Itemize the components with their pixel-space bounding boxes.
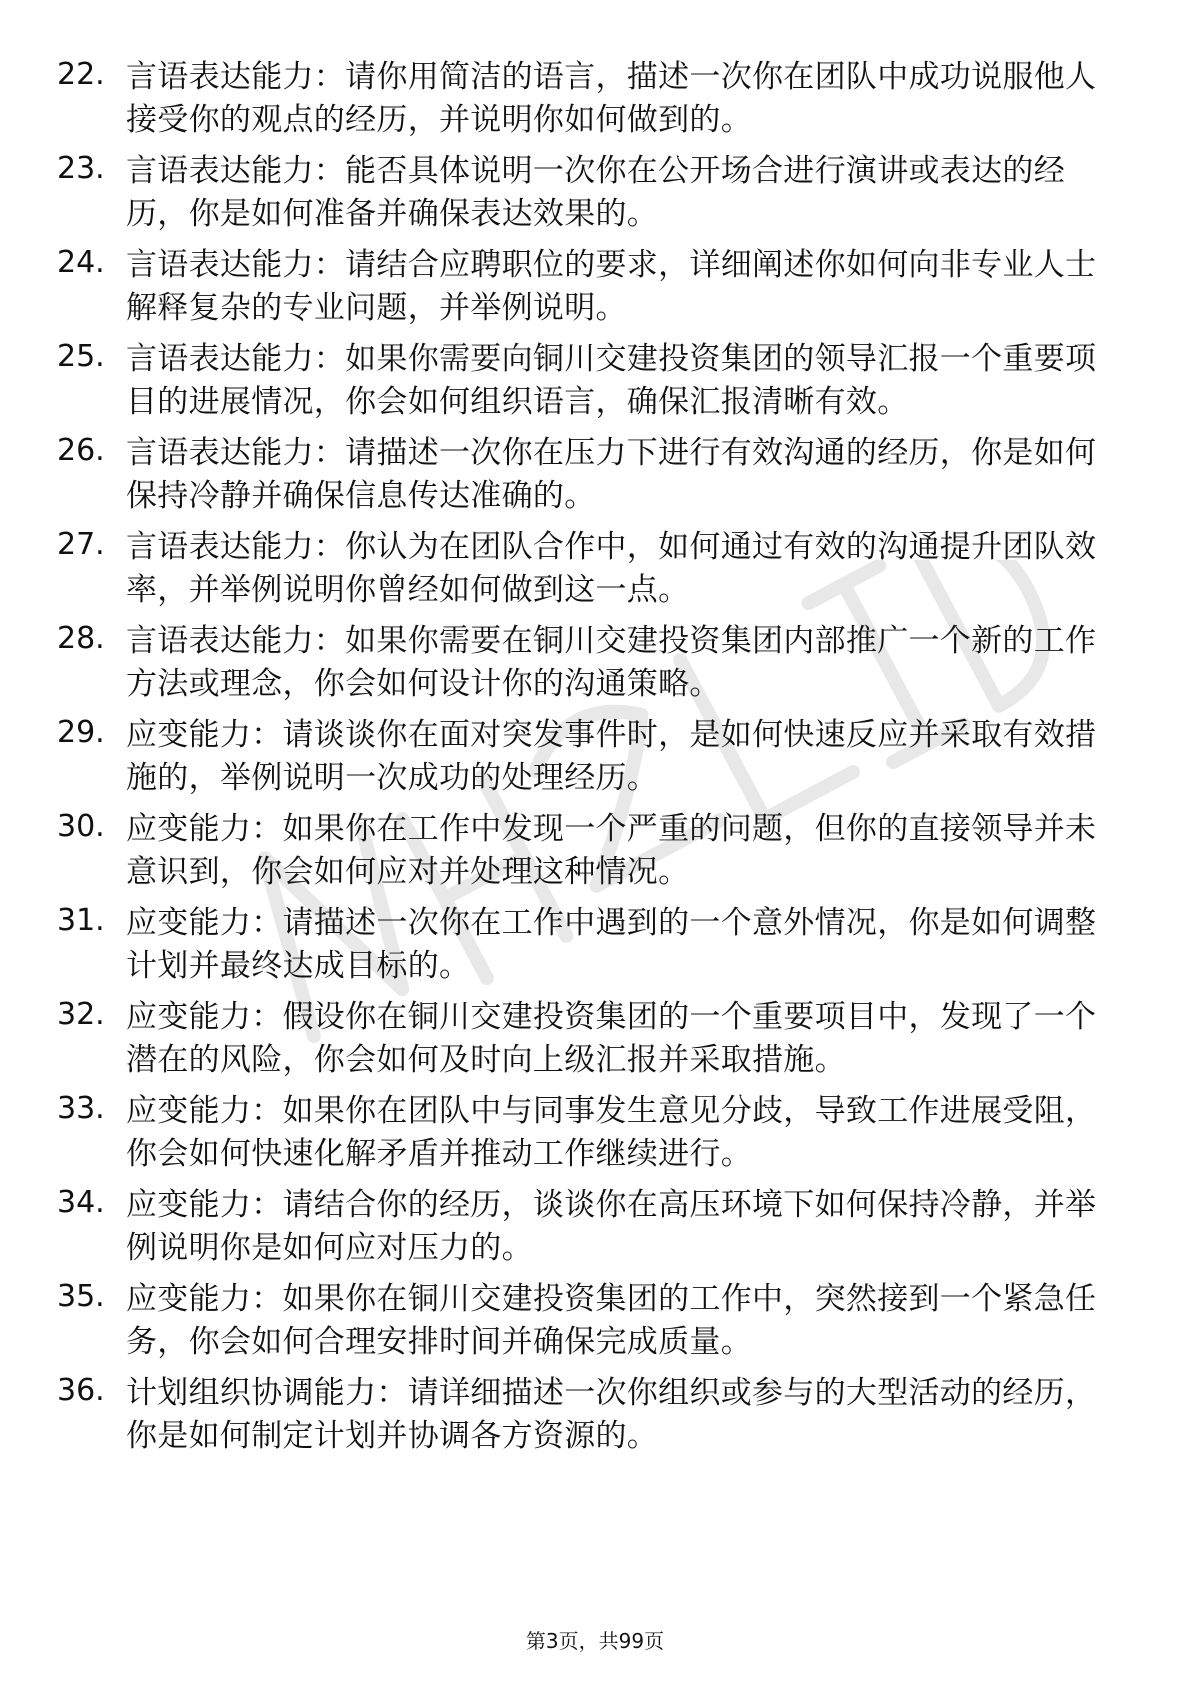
question-text: 言语表达能力：你认为在团队合作中，如何通过有效的沟通提升团队效率，并举例说明你曾经如何做到这一点。: [126, 529, 1097, 608]
question-text: 言语表达能力：如果你需要向铜川交建投资集团的领导汇报一个重要项目的进展情况，你会如何组织语言，确保汇报清晰有效。: [126, 341, 1097, 420]
question-item: [0, 895, 1190, 989]
question-item: [0, 143, 1190, 237]
question-item: [0, 49, 1190, 143]
question-number: 23.: [57, 151, 105, 186]
question-number: 24.: [57, 245, 105, 280]
question-item: [0, 425, 1190, 519]
question-number: 22.: [57, 57, 105, 92]
question-number: 36.: [57, 1373, 105, 1408]
question-text: 言语表达能力：请描述一次你在压力下进行有效沟通的经历，你是如何保持冷静并确保信息传达准确的。: [126, 435, 1097, 514]
question-number: 26.: [57, 433, 105, 468]
question-text: 计划组织协调能力：请详细描述一次你组织或参与的大型活动的经历，你是如何制定计划并协调各方资源的。: [126, 1375, 1097, 1454]
question-item: [0, 519, 1190, 613]
question-text: 应变能力：请描述一次你在工作中遇到的一个意外情况，你是如何调整计划并最终达成目标的。: [126, 905, 1097, 984]
question-number: 31.: [57, 903, 105, 938]
question-list: [0, 49, 1190, 1459]
question-text: 应变能力：如果你在铜川交建投资集团的工作中，突然接到一个紧急任务，你会如何合理安排时间并确保完成质量。: [126, 1281, 1097, 1360]
question-text: 应变能力：如果你在工作中发现一个严重的问题，但你的直接领导并未意识到，你会如何应对并处理这种情况。: [126, 811, 1097, 890]
question-number: 30.: [57, 809, 105, 844]
question-item: [0, 1271, 1190, 1365]
question-text: 应变能力：请结合你的经历，谈谈你在高压环境下如何保持冷静，并举例说明你是如何应对压力的。: [126, 1187, 1097, 1266]
question-number: 29.: [57, 715, 105, 750]
question-item: [0, 613, 1190, 707]
question-text: 言语表达能力：如果你需要在铜川交建投资集团内部推广一个新的工作方法或理念，你会如何设计你的沟通策略。: [126, 623, 1097, 702]
question-number: 32.: [57, 997, 105, 1032]
question-item: [0, 801, 1190, 895]
question-text: 言语表达能力：请你用简洁的语言，描述一次你在团队中成功说服他人接受你的观点的经历，并说明你如何做到的。: [126, 59, 1097, 138]
question-number: 28.: [57, 621, 105, 656]
question-text: 言语表达能力：请结合应聘职位的要求，详细阐述你如何向非专业人士解释复杂的专业问题，并举例说明。: [126, 247, 1097, 326]
question-number: 33.: [57, 1091, 105, 1126]
question-number: 34.: [57, 1185, 105, 1220]
question-number: 27.: [57, 527, 105, 562]
page-number-footer: 第3页，共99页: [525, 1629, 665, 1653]
question-item: [0, 1365, 1190, 1459]
question-text: 应变能力：请谈谈你在面对突发事件时，是如何快速反应并采取有效措施的，举例说明一次成功的处理经历。: [126, 717, 1097, 796]
question-item: [0, 707, 1190, 801]
question-number: 35.: [57, 1279, 105, 1314]
question-item: [0, 989, 1190, 1083]
question-item: [0, 1083, 1190, 1177]
question-number: 25.: [57, 339, 105, 374]
question-text: 应变能力：假设你在铜川交建投资集团的一个重要项目中，发现了一个潜在的风险，你会如何及时向上级汇报并采取措施。: [126, 999, 1097, 1078]
question-item: [0, 1177, 1190, 1271]
question-text: 应变能力：如果你在团队中与同事发生意见分歧，导致工作进展受阻，你会如何快速化解矛盾并推动工作继续进行。: [126, 1093, 1097, 1172]
question-item: [0, 331, 1190, 425]
question-text: 言语表达能力：能否具体说明一次你在公开场合进行演讲或表达的经历，你是如何准备并确保表达效果的。: [126, 153, 1065, 232]
question-item: [0, 237, 1190, 331]
